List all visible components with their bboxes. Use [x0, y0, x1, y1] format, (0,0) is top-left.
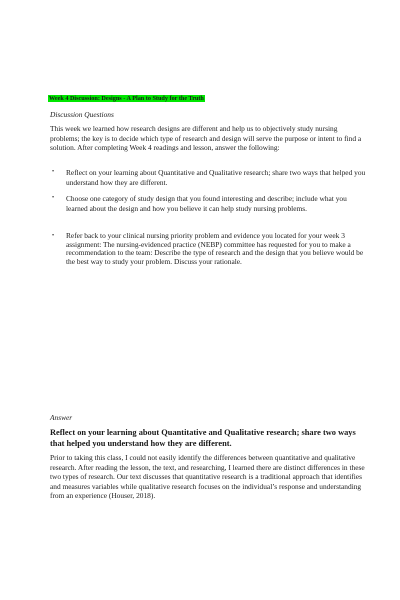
bullet-text: Choose one category of study design that you found interesting and describe; include what you learned about the design and how you believe it can help study nursing problems.: [66, 194, 347, 213]
bullet-text: Reflect on your learning about Quantitative and Qualitative research; share two ways that helped you understand how they are different.: [66, 168, 366, 187]
bullet-icon: •: [52, 233, 55, 239]
answer-paragraph: Prior to taking this class, I could not easily identify the differences between quantitative and qualitative research. After reading the lesson, the text, and researching, I learned there are distinct differences in these two types of research. Our text discusses that quantitative research is a traditional approach that identifies and measures variables while qualitative research focuses on the individual’s response and understanding from an experience (Houser, 2018).: [50, 453, 365, 501]
intro-paragraph: This week we learned how research designs are different and help us to objectively study nursing problems; the key is to decide which type of research and design will serve the purpose or intent to find a solution. After completing Week 4 readings and lesson, answer the following:: [50, 124, 362, 153]
bullet-icon: •: [52, 169, 55, 175]
bullet-item-2: [50, 194, 368, 213]
discussion-questions-heading: Discussion Questions: [50, 110, 114, 119]
answer-heading: Answer: [50, 413, 73, 422]
bullet-item-1: [50, 168, 368, 187]
bullet-text: Refer back to your clinical nursing priority problem and evidence you located for your week 3 assignment: The nursing-evidenced practice (NEBP) committee has requested for you to make a recommendation to the team: Describe the type of research and the design that you believe would be the best way to study your problem. Discuss your rationale.: [66, 231, 364, 266]
document-title: Week 4 Discussion: Designs - A Plan to Study for the Truth: [49, 95, 204, 102]
bullet-item-3: [50, 232, 368, 266]
bullet-icon: •: [52, 195, 55, 201]
answer-question: Reflect on your learning about Quantitative and Qualitative research; share two ways that helped you understand how they are different.: [50, 428, 356, 448]
